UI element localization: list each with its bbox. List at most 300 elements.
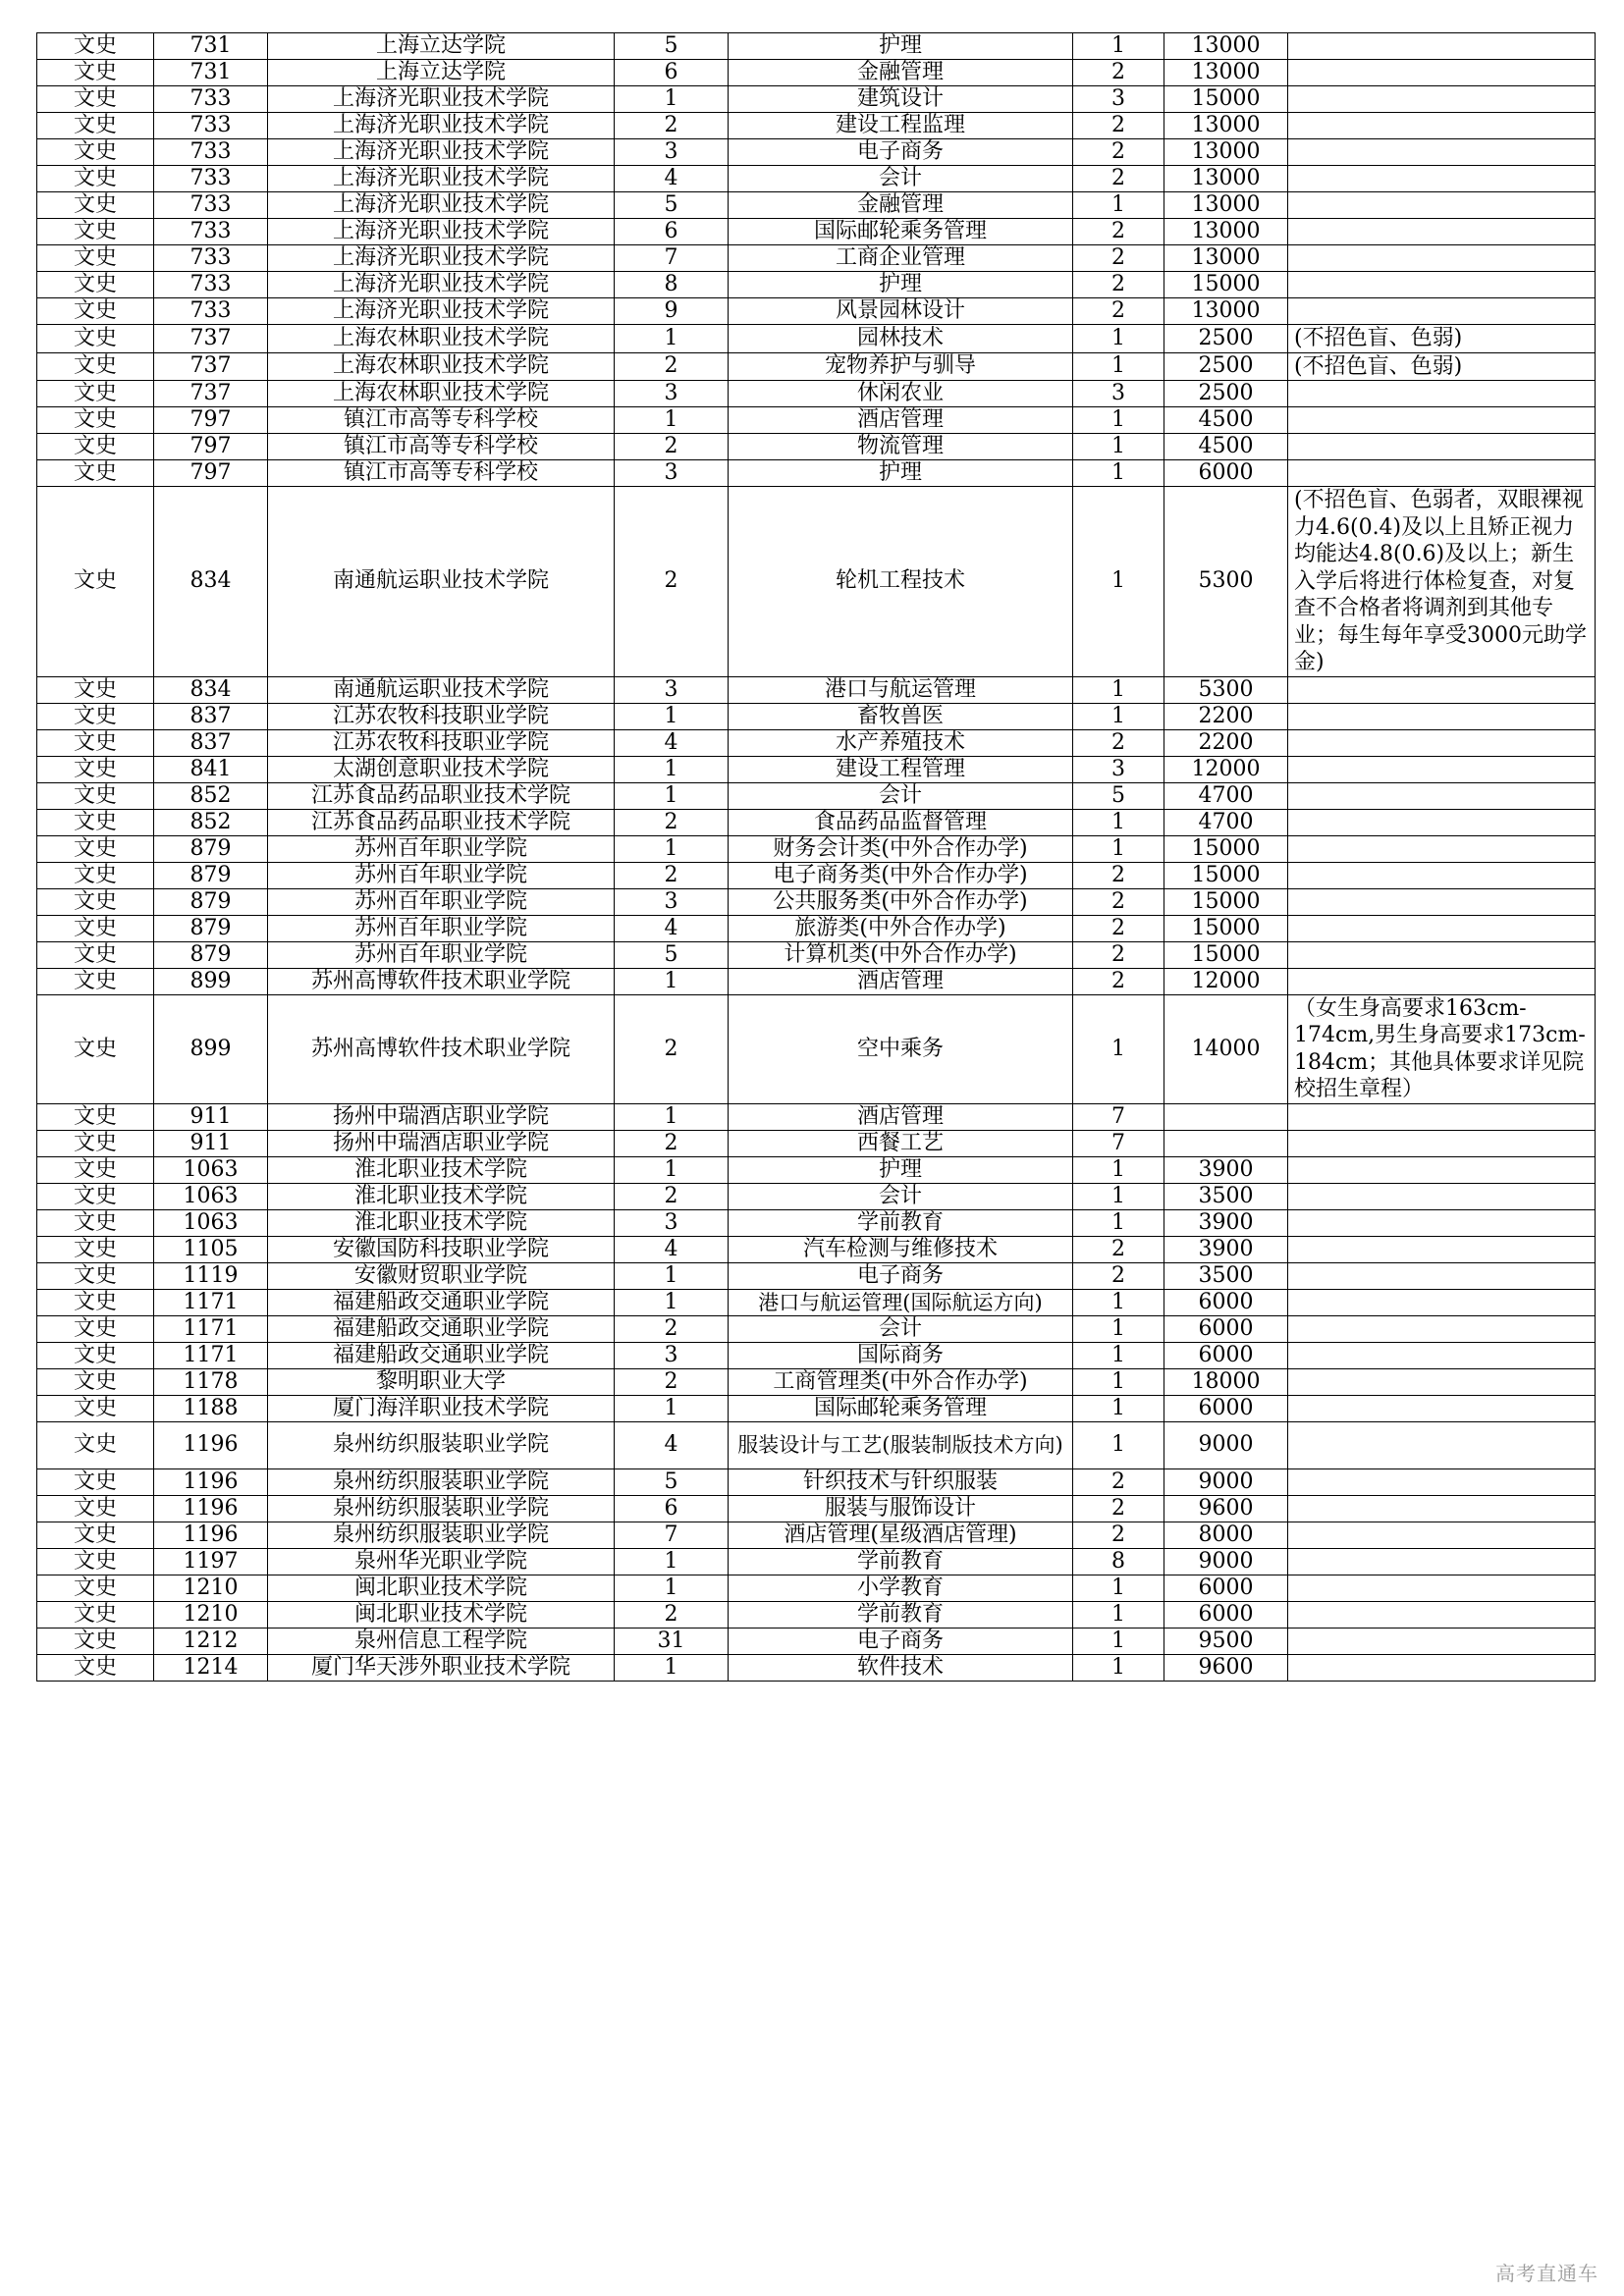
note-cell: [1288, 1548, 1596, 1575]
tuition-cell: 2200: [1164, 729, 1288, 756]
school-name-cell: 上海济光职业技术学院: [268, 298, 615, 325]
school-name-cell: 福建船政交通职业学院: [268, 1342, 615, 1368]
table-row: [37, 113, 1596, 139]
table-row: [37, 33, 1596, 60]
major-name-cell: 食品药品监督管理: [729, 809, 1073, 835]
plan-count-cell: 1: [1073, 1315, 1164, 1342]
category-cell: 文史: [37, 245, 154, 272]
table-row: [37, 1183, 1596, 1209]
tuition-cell: 13000: [1164, 245, 1288, 272]
plan-count-cell: 2: [1073, 298, 1164, 325]
major-code-cell: 2: [615, 809, 729, 835]
major-code-cell: 2: [615, 434, 729, 460]
tuition-cell: 4700: [1164, 809, 1288, 835]
school-code-cell: 737: [154, 325, 268, 353]
major-name-cell: 护理: [729, 272, 1073, 298]
major-name-cell: 空中乘务: [729, 994, 1073, 1103]
category-cell: 文史: [37, 33, 154, 60]
school-name-cell: 江苏食品药品职业技术学院: [268, 809, 615, 835]
table-row: [37, 1289, 1596, 1315]
major-code-cell: 1: [615, 1156, 729, 1183]
plan-count-cell: 1: [1073, 1628, 1164, 1654]
plan-count-cell: 2: [1073, 1522, 1164, 1548]
major-code-cell: 5: [615, 33, 729, 60]
major-code-cell: 1: [615, 325, 729, 353]
major-name-cell: 西餐工艺: [729, 1130, 1073, 1156]
note-cell: [1288, 1342, 1596, 1368]
table-row: [37, 1395, 1596, 1421]
table-row: [37, 139, 1596, 166]
table-body: [37, 33, 1596, 1682]
table-row: [37, 1522, 1596, 1548]
table-row: [37, 460, 1596, 487]
tuition-cell: 15000: [1164, 862, 1288, 888]
plan-count-cell: 3: [1073, 381, 1164, 407]
school-name-cell: 厦门华天涉外职业技术学院: [268, 1654, 615, 1681]
major-code-cell: 4: [615, 166, 729, 192]
school-code-cell: 1105: [154, 1236, 268, 1262]
plan-count-cell: 1: [1073, 835, 1164, 862]
table-row: [37, 782, 1596, 809]
table-row: [37, 968, 1596, 994]
table-row: [37, 1342, 1596, 1368]
school-name-cell: 镇江市高等专科学校: [268, 460, 615, 487]
category-cell: 文史: [37, 1262, 154, 1289]
school-name-cell: 厦门海洋职业技术学院: [268, 1395, 615, 1421]
tuition-cell: 13000: [1164, 192, 1288, 219]
table-row: [37, 1654, 1596, 1681]
major-code-cell: 1: [615, 1395, 729, 1421]
table-row: [37, 407, 1596, 434]
category-cell: 文史: [37, 703, 154, 729]
tuition-cell: 8000: [1164, 1522, 1288, 1548]
table-row: [37, 1548, 1596, 1575]
plan-count-cell: 2: [1073, 60, 1164, 86]
tuition-cell: 4700: [1164, 782, 1288, 809]
category-cell: 文史: [37, 381, 154, 407]
category-cell: 文史: [37, 809, 154, 835]
school-code-cell: 733: [154, 298, 268, 325]
category-cell: 文史: [37, 888, 154, 915]
table-row: [37, 272, 1596, 298]
note-cell: [1288, 166, 1596, 192]
school-code-cell: 731: [154, 33, 268, 60]
school-name-cell: 上海济光职业技术学院: [268, 113, 615, 139]
tuition-cell: 3900: [1164, 1209, 1288, 1236]
school-code-cell: 733: [154, 86, 268, 113]
category-cell: 文史: [37, 407, 154, 434]
major-name-cell: 建设工程管理: [729, 756, 1073, 782]
school-code-cell: 1171: [154, 1289, 268, 1315]
category-cell: 文史: [37, 756, 154, 782]
category-cell: 文史: [37, 113, 154, 139]
watermark-text: 高考直通车: [1495, 2262, 1598, 2285]
school-name-cell: 苏州百年职业学院: [268, 888, 615, 915]
tuition-cell: 12000: [1164, 756, 1288, 782]
school-name-cell: 泉州纺织服装职业学院: [268, 1421, 615, 1468]
school-code-cell: 1063: [154, 1156, 268, 1183]
major-name-cell: 护理: [729, 460, 1073, 487]
category-cell: 文史: [37, 1601, 154, 1628]
major-name-cell: 金融管理: [729, 60, 1073, 86]
category-cell: 文史: [37, 86, 154, 113]
category-cell: 文史: [37, 782, 154, 809]
major-code-cell: 3: [615, 381, 729, 407]
category-cell: 文史: [37, 1289, 154, 1315]
school-name-cell: 淮北职业技术学院: [268, 1183, 615, 1209]
note-cell: [1288, 862, 1596, 888]
table-row: [37, 729, 1596, 756]
note-cell: [1288, 272, 1596, 298]
school-code-cell: 879: [154, 835, 268, 862]
tuition-cell: 9600: [1164, 1495, 1288, 1522]
major-name-cell: 汽车检测与维修技术: [729, 1236, 1073, 1262]
school-name-cell: 太湖创意职业技术学院: [268, 756, 615, 782]
school-name-cell: 苏州高博软件技术职业学院: [268, 994, 615, 1103]
major-name-cell: 学前教育: [729, 1548, 1073, 1575]
school-name-cell: 苏州百年职业学院: [268, 862, 615, 888]
category-cell: 文史: [37, 139, 154, 166]
note-cell: [1288, 968, 1596, 994]
table-row: [37, 862, 1596, 888]
note-cell: [1288, 1289, 1596, 1315]
plan-count-cell: 1: [1073, 703, 1164, 729]
major-code-cell: 1: [615, 1575, 729, 1601]
note-cell: [1288, 1262, 1596, 1289]
note-cell: [1288, 460, 1596, 487]
major-code-cell: 6: [615, 219, 729, 245]
plan-count-cell: 2: [1073, 245, 1164, 272]
plan-count-cell: 1: [1073, 1209, 1164, 1236]
school-code-cell: 899: [154, 968, 268, 994]
note-cell: [1288, 1495, 1596, 1522]
table-row: [37, 1575, 1596, 1601]
school-name-cell: 上海济光职业技术学院: [268, 219, 615, 245]
school-name-cell: 上海济光职业技术学院: [268, 192, 615, 219]
school-code-cell: 733: [154, 192, 268, 219]
table-row: [37, 219, 1596, 245]
note-cell: [1288, 407, 1596, 434]
table-row: [37, 1601, 1596, 1628]
plan-count-cell: 2: [1073, 888, 1164, 915]
tuition-cell: [1164, 1130, 1288, 1156]
category-cell: 文史: [37, 192, 154, 219]
major-name-cell: 金融管理: [729, 192, 1073, 219]
school-code-cell: 879: [154, 915, 268, 941]
major-name-cell: 针织技术与针织服装: [729, 1468, 1073, 1495]
category-cell: 文史: [37, 1183, 154, 1209]
school-name-cell: 淮北职业技术学院: [268, 1156, 615, 1183]
major-name-cell: 护理: [729, 1156, 1073, 1183]
major-code-cell: 1: [615, 835, 729, 862]
tuition-cell: [1164, 1103, 1288, 1130]
note-cell: [1288, 434, 1596, 460]
major-name-cell: 会计: [729, 166, 1073, 192]
table-row: [37, 1315, 1596, 1342]
plan-count-cell: 3: [1073, 86, 1164, 113]
major-code-cell: 9: [615, 298, 729, 325]
tuition-cell: 6000: [1164, 1342, 1288, 1368]
note-cell: [1288, 1209, 1596, 1236]
major-name-cell: 学前教育: [729, 1601, 1073, 1628]
category-cell: 文史: [37, 272, 154, 298]
admission-table: [36, 32, 1596, 1682]
note-cell: [1288, 703, 1596, 729]
plan-count-cell: 2: [1073, 915, 1164, 941]
note-cell: [1288, 113, 1596, 139]
category-cell: 文史: [37, 325, 154, 353]
note-cell: [1288, 676, 1596, 703]
plan-count-cell: 1: [1073, 809, 1164, 835]
school-code-cell: 1196: [154, 1495, 268, 1522]
note-cell: [1288, 60, 1596, 86]
note-cell: (不招色盲、色弱): [1288, 352, 1596, 381]
tuition-cell: 12000: [1164, 968, 1288, 994]
major-code-cell: 1: [615, 1262, 729, 1289]
note-cell: [1288, 782, 1596, 809]
school-name-cell: 上海立达学院: [268, 60, 615, 86]
plan-count-cell: 1: [1073, 407, 1164, 434]
tuition-cell: 9000: [1164, 1548, 1288, 1575]
school-code-cell: 1214: [154, 1654, 268, 1681]
school-code-cell: 733: [154, 245, 268, 272]
plan-count-cell: 1: [1073, 487, 1164, 677]
tuition-cell: 5300: [1164, 676, 1288, 703]
school-name-cell: 镇江市高等专科学校: [268, 434, 615, 460]
plan-count-cell: 2: [1073, 1236, 1164, 1262]
major-name-cell: 公共服务类(中外合作办学): [729, 888, 1073, 915]
major-code-cell: 4: [615, 1236, 729, 1262]
category-cell: 文史: [37, 729, 154, 756]
tuition-cell: 5300: [1164, 487, 1288, 677]
tuition-cell: 13000: [1164, 166, 1288, 192]
table-row: [37, 809, 1596, 835]
table-row: [37, 888, 1596, 915]
major-code-cell: 1: [615, 1548, 729, 1575]
note-cell: [1288, 1468, 1596, 1495]
note-cell: (不招色盲、色弱者，双眼裸视力4.6(0.4)及以上且矫正视力均能达4.8(0.6)及以上；新生入学后将进行体检复查，对复查不合格者将调剂到其他专业；每生每年享受3000元助学金): [1288, 487, 1596, 677]
school-code-cell: 834: [154, 676, 268, 703]
tuition-cell: 13000: [1164, 298, 1288, 325]
major-code-cell: 2: [615, 1183, 729, 1209]
tuition-cell: 4500: [1164, 434, 1288, 460]
tuition-cell: 15000: [1164, 941, 1288, 968]
school-name-cell: 苏州高博软件技术职业学院: [268, 968, 615, 994]
major-code-cell: 6: [615, 60, 729, 86]
category-cell: 文史: [37, 915, 154, 941]
major-code-cell: 1: [615, 1103, 729, 1130]
major-code-cell: 3: [615, 139, 729, 166]
tuition-cell: 3500: [1164, 1183, 1288, 1209]
note-cell: [1288, 1156, 1596, 1183]
major-code-cell: 2: [615, 1368, 729, 1395]
plan-count-cell: 1: [1073, 192, 1164, 219]
plan-count-cell: 1: [1073, 1601, 1164, 1628]
major-name-cell: 休闲农业: [729, 381, 1073, 407]
major-name-cell: 国际商务: [729, 1342, 1073, 1368]
major-name-cell: 风景园林设计: [729, 298, 1073, 325]
table-row: [37, 60, 1596, 86]
plan-count-cell: 2: [1073, 166, 1164, 192]
table-row: [37, 325, 1596, 353]
table-row: [37, 298, 1596, 325]
tuition-cell: 6000: [1164, 1289, 1288, 1315]
school-name-cell: 上海济光职业技术学院: [268, 86, 615, 113]
table-row: [37, 1368, 1596, 1395]
table-row: [37, 1236, 1596, 1262]
plan-count-cell: 1: [1073, 1395, 1164, 1421]
plan-count-cell: 1: [1073, 994, 1164, 1103]
plan-count-cell: 1: [1073, 1654, 1164, 1681]
school-code-cell: 733: [154, 166, 268, 192]
tuition-cell: 6000: [1164, 1395, 1288, 1421]
school-name-cell: 闽北职业技术学院: [268, 1575, 615, 1601]
table-row: [37, 835, 1596, 862]
tuition-cell: 2500: [1164, 381, 1288, 407]
major-code-cell: 1: [615, 407, 729, 434]
plan-count-cell: 2: [1073, 862, 1164, 888]
school-code-cell: 834: [154, 487, 268, 677]
tuition-cell: 6000: [1164, 1575, 1288, 1601]
category-cell: 文史: [37, 1315, 154, 1342]
plan-count-cell: 3: [1073, 756, 1164, 782]
category-cell: 文史: [37, 298, 154, 325]
major-code-cell: 2: [615, 487, 729, 677]
plan-count-cell: 1: [1073, 1575, 1164, 1601]
plan-count-cell: 8: [1073, 1548, 1164, 1575]
school-code-cell: 737: [154, 352, 268, 381]
plan-count-cell: 1: [1073, 352, 1164, 381]
school-code-cell: 837: [154, 703, 268, 729]
school-name-cell: 泉州纺织服装职业学院: [268, 1468, 615, 1495]
plan-count-cell: 2: [1073, 113, 1164, 139]
school-name-cell: 上海农林职业技术学院: [268, 381, 615, 407]
school-code-cell: 1188: [154, 1395, 268, 1421]
major-code-cell: 3: [615, 1209, 729, 1236]
table-row: [37, 1209, 1596, 1236]
note-cell: [1288, 1130, 1596, 1156]
major-name-cell: 会计: [729, 1183, 1073, 1209]
category-cell: 文史: [37, 219, 154, 245]
note-cell: [1288, 1522, 1596, 1548]
school-code-cell: 797: [154, 434, 268, 460]
school-code-cell: 911: [154, 1130, 268, 1156]
table-row: [37, 756, 1596, 782]
major-code-cell: 3: [615, 888, 729, 915]
category-cell: 文史: [37, 352, 154, 381]
tuition-cell: 13000: [1164, 33, 1288, 60]
plan-count-cell: 2: [1073, 1262, 1164, 1289]
category-cell: 文史: [37, 1342, 154, 1368]
school-code-cell: 841: [154, 756, 268, 782]
table-row: [37, 434, 1596, 460]
school-code-cell: 797: [154, 407, 268, 434]
school-name-cell: 扬州中瑞酒店职业学院: [268, 1130, 615, 1156]
table-row: [37, 1421, 1596, 1468]
tuition-cell: 6000: [1164, 460, 1288, 487]
note-cell: [1288, 1421, 1596, 1468]
school-code-cell: 911: [154, 1103, 268, 1130]
note-cell: [1288, 1315, 1596, 1342]
school-code-cell: 1063: [154, 1183, 268, 1209]
category-cell: 文史: [37, 1156, 154, 1183]
major-code-cell: 7: [615, 245, 729, 272]
tuition-cell: 9000: [1164, 1468, 1288, 1495]
major-code-cell: 4: [615, 915, 729, 941]
plan-count-cell: 2: [1073, 219, 1164, 245]
table-row: [37, 1628, 1596, 1654]
note-cell: [1288, 219, 1596, 245]
school-code-cell: 899: [154, 994, 268, 1103]
school-name-cell: 上海农林职业技术学院: [268, 325, 615, 353]
school-name-cell: 江苏农牧科技职业学院: [268, 703, 615, 729]
category-cell: 文史: [37, 1654, 154, 1681]
major-code-cell: 31: [615, 1628, 729, 1654]
table-row: [37, 676, 1596, 703]
note-cell: [1288, 941, 1596, 968]
major-name-cell: 旅游类(中外合作办学): [729, 915, 1073, 941]
major-code-cell: 2: [615, 862, 729, 888]
school-code-cell: 1178: [154, 1368, 268, 1395]
table-row: [37, 192, 1596, 219]
category-cell: 文史: [37, 1395, 154, 1421]
school-code-cell: 1196: [154, 1522, 268, 1548]
major-name-cell: 港口与航运管理: [729, 676, 1073, 703]
major-name-cell: 港口与航运管理(国际航运方向): [729, 1289, 1073, 1315]
school-code-cell: 1197: [154, 1548, 268, 1575]
major-code-cell: 7: [615, 1522, 729, 1548]
table-row: [37, 703, 1596, 729]
school-name-cell: 南通航运职业技术学院: [268, 487, 615, 677]
school-code-cell: 879: [154, 888, 268, 915]
school-code-cell: 1210: [154, 1575, 268, 1601]
major-code-cell: 1: [615, 756, 729, 782]
tuition-cell: 13000: [1164, 219, 1288, 245]
plan-count-cell: 1: [1073, 1156, 1164, 1183]
note-cell: [1288, 381, 1596, 407]
school-code-cell: 1063: [154, 1209, 268, 1236]
category-cell: 文史: [37, 676, 154, 703]
category-cell: 文史: [37, 1368, 154, 1395]
school-name-cell: 黎明职业大学: [268, 1368, 615, 1395]
table-row: [37, 915, 1596, 941]
school-name-cell: 安徽国防科技职业学院: [268, 1236, 615, 1262]
note-cell: [1288, 1575, 1596, 1601]
note-cell: [1288, 915, 1596, 941]
major-name-cell: 护理: [729, 33, 1073, 60]
category-cell: 文史: [37, 1575, 154, 1601]
school-code-cell: 1171: [154, 1342, 268, 1368]
major-name-cell: 工商企业管理: [729, 245, 1073, 272]
table-row: [37, 1495, 1596, 1522]
school-code-cell: 1196: [154, 1421, 268, 1468]
major-name-cell: 宠物养护与驯导: [729, 352, 1073, 381]
plan-count-cell: 1: [1073, 1289, 1164, 1315]
note-cell: [1288, 33, 1596, 60]
plan-count-cell: 2: [1073, 729, 1164, 756]
major-name-cell: 国际邮轮乘务管理: [729, 1395, 1073, 1421]
category-cell: 文史: [37, 434, 154, 460]
note-cell: [1288, 835, 1596, 862]
plan-count-cell: 5: [1073, 782, 1164, 809]
major-name-cell: 会计: [729, 782, 1073, 809]
school-name-cell: 苏州百年职业学院: [268, 915, 615, 941]
major-code-cell: 3: [615, 460, 729, 487]
major-code-cell: 2: [615, 1130, 729, 1156]
category-cell: 文史: [37, 1522, 154, 1548]
note-cell: [1288, 192, 1596, 219]
plan-count-cell: 2: [1073, 272, 1164, 298]
